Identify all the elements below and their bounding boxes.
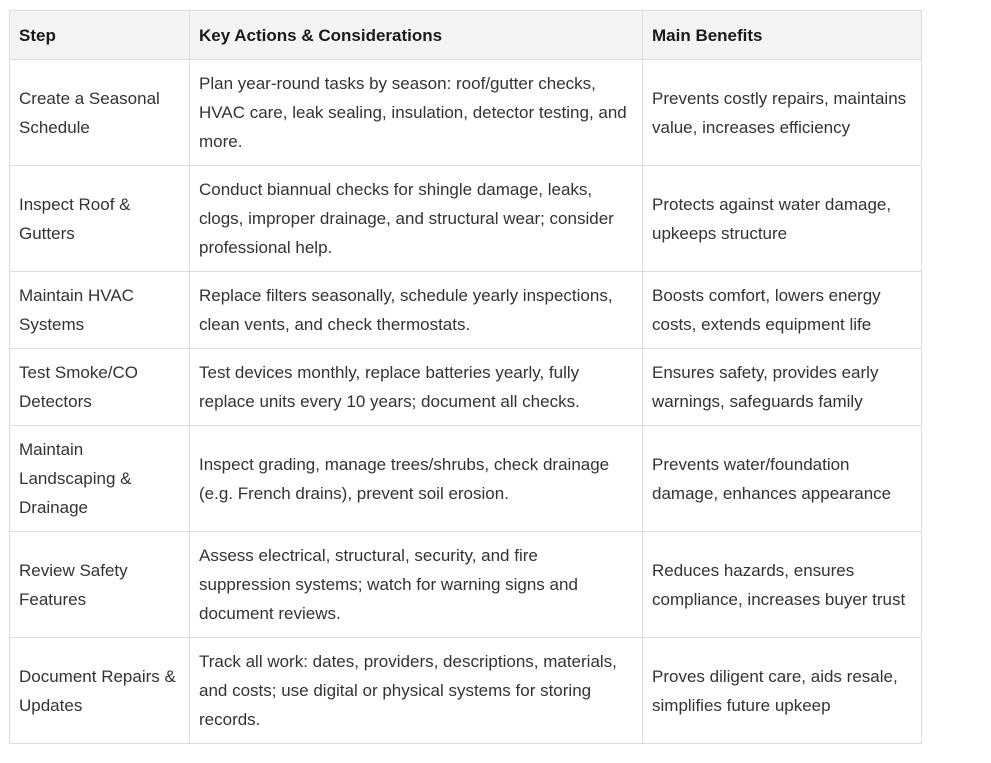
step-cell: Document Repairs & Updates (10, 638, 190, 744)
maintenance-table (9, 10, 922, 744)
table-row (10, 638, 922, 744)
column-header-step: Step (10, 11, 190, 60)
table-row (10, 60, 922, 166)
actions-cell: Test devices monthly, replace batteries yearly, fully replace units every 10 years; document all checks. (190, 349, 643, 426)
actions-cell: Track all work: dates, providers, descriptions, materials, and costs; use digital or physical systems for storing records. (190, 638, 643, 744)
step-cell: Test Smoke/CO Detectors (10, 349, 190, 426)
benefits-cell: Boosts comfort, lowers energy costs, extends equipment life (643, 272, 922, 349)
benefits-cell: Prevents water/foundation damage, enhances appearance (643, 426, 922, 532)
table-row (10, 426, 922, 532)
table-header-row (10, 11, 922, 60)
column-header-key-actions: Key Actions & Considerations (190, 11, 643, 60)
actions-cell: Replace filters seasonally, schedule yearly inspections, clean vents, and check thermostats. (190, 272, 643, 349)
maintenance-table-container (9, 10, 922, 744)
step-cell: Inspect Roof & Gutters (10, 166, 190, 272)
actions-cell: Conduct biannual checks for shingle damage, leaks, clogs, improper drainage, and structural wear; consider professional help. (190, 166, 643, 272)
table-row (10, 272, 922, 349)
actions-cell: Inspect grading, manage trees/shrubs, check drainage (e.g. French drains), prevent soil erosion. (190, 426, 643, 532)
table-row (10, 166, 922, 272)
benefits-cell: Protects against water damage, upkeeps structure (643, 166, 922, 272)
step-cell: Create a Seasonal Schedule (10, 60, 190, 166)
benefits-cell: Proves diligent care, aids resale, simplifies future upkeep (643, 638, 922, 744)
benefits-cell: Prevents costly repairs, maintains value, increases efficiency (643, 60, 922, 166)
actions-cell: Assess electrical, structural, security, and fire suppression systems; watch for warning signs and document reviews. (190, 532, 643, 638)
table-row (10, 349, 922, 426)
benefits-cell: Reduces hazards, ensures compliance, increases buyer trust (643, 532, 922, 638)
step-cell: Review Safety Features (10, 532, 190, 638)
benefits-cell: Ensures safety, provides early warnings, safeguards family (643, 349, 922, 426)
step-cell: Maintain HVAC Systems (10, 272, 190, 349)
table-row (10, 532, 922, 638)
step-cell: Maintain Landscaping & Drainage (10, 426, 190, 532)
actions-cell: Plan year-round tasks by season: roof/gutter checks, HVAC care, leak sealing, insulation, detector testing, and more. (190, 60, 643, 166)
column-header-main-benefits: Main Benefits (643, 11, 922, 60)
